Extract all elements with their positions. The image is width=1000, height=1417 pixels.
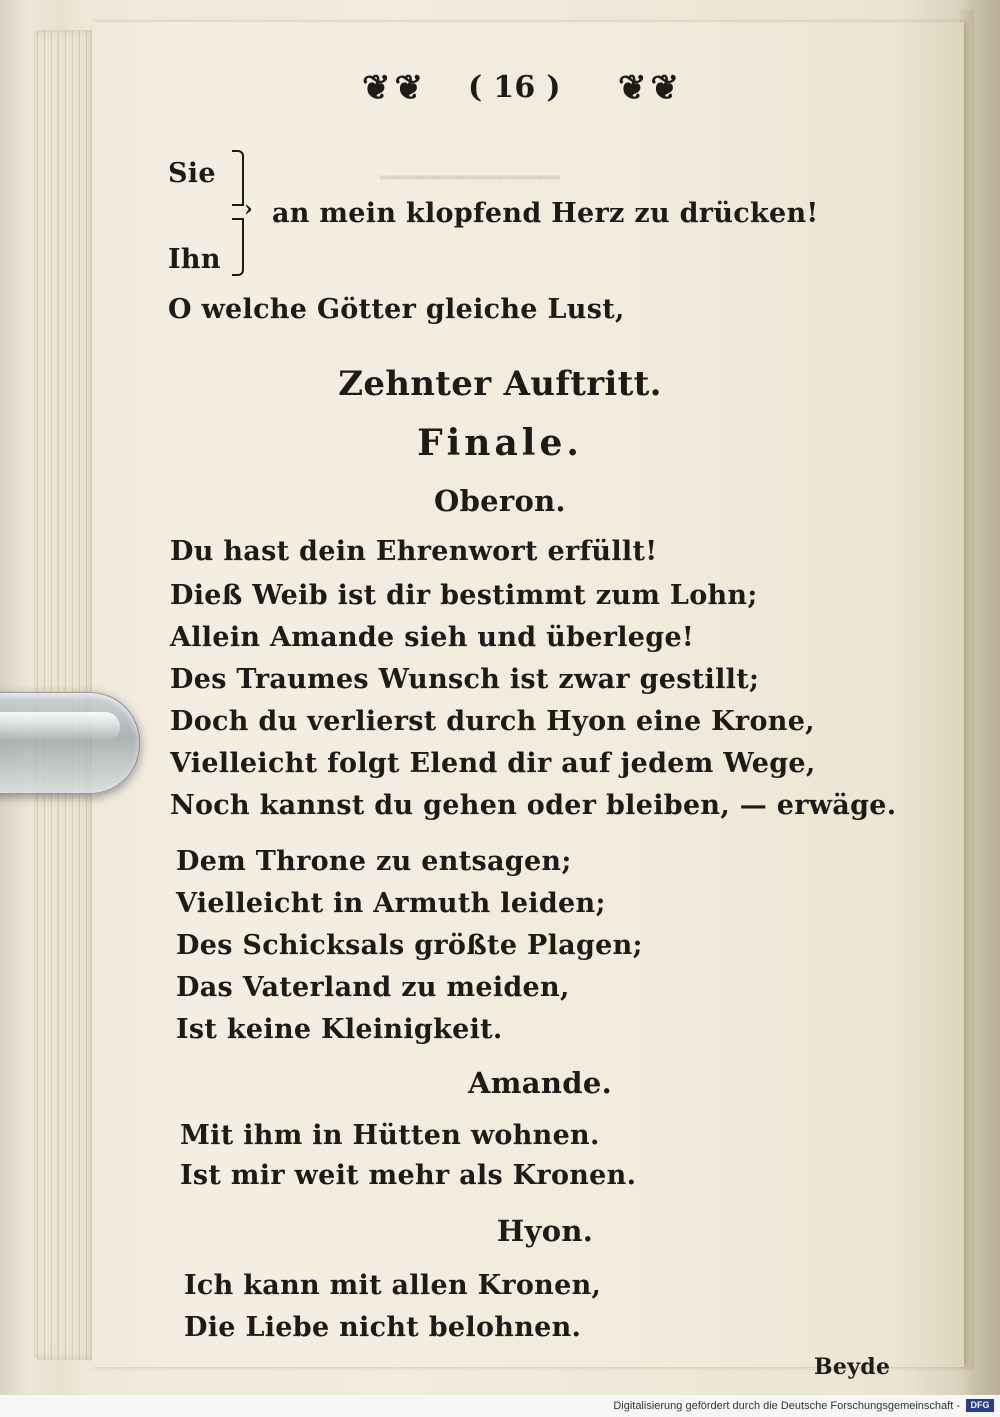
footer-credit: Digitalisierung gefördert durch die Deutsche Forschungsgemeinschaft - bbox=[613, 1400, 960, 1412]
verse-line: Dem Throne zu entsagen; bbox=[176, 846, 572, 877]
verse-line: Das Vaterland zu meiden, bbox=[176, 972, 570, 1003]
show-through-text: ▁▁▁▁▁▁▁▁▁ bbox=[380, 150, 560, 180]
glass-highlight bbox=[0, 712, 120, 742]
digitization-footer bbox=[0, 1395, 1000, 1417]
scene-title: Zehnter Auftritt. bbox=[338, 364, 662, 404]
section-title: Finale. bbox=[417, 422, 583, 464]
verse-line: Noch kannst du gehen oder bleiben, — erwäge. bbox=[170, 790, 897, 821]
speaker-ihn: Ihn bbox=[168, 244, 221, 275]
page-number: ( 16 ) bbox=[468, 70, 561, 105]
glass-page-weight bbox=[0, 692, 140, 794]
speaker-heading-oberon: Oberon. bbox=[434, 484, 566, 518]
left-ornament: ❦❦ bbox=[362, 68, 427, 108]
verse-line: Du hast dein Ehrenwort erfüllt! bbox=[170, 536, 658, 567]
verse-line: Vielleicht in Armuth leiden; bbox=[176, 888, 606, 919]
bracket-point: › bbox=[244, 196, 254, 222]
verse-line: Des Traumes Wunsch ist zwar gestillt; bbox=[170, 664, 760, 695]
speaker-heading-amande: Amande. bbox=[468, 1066, 612, 1100]
verse-line: Dieß Weib ist dir bestimmt zum Lohn; bbox=[170, 580, 758, 611]
speaker-heading-hyon: Hyon. bbox=[496, 1214, 594, 1248]
shared-line: an mein klopfend Herz zu drücken! bbox=[272, 198, 819, 229]
verse-line: Des Schicksals größte Plagen; bbox=[176, 930, 643, 961]
bracket-lower bbox=[232, 218, 244, 276]
verse-line: Ich kann mit allen Kronen, bbox=[184, 1270, 602, 1301]
right-ornament: ❦❦ bbox=[618, 68, 683, 108]
bracket-upper bbox=[232, 150, 244, 206]
verse-line: Doch du verlierst durch Hyon eine Krone, bbox=[170, 706, 815, 737]
verse-line: Die Liebe nicht belohnen. bbox=[184, 1312, 582, 1343]
verse-line: Ist keine Kleinigkeit. bbox=[176, 1014, 503, 1045]
verse-line: Ist mir weit mehr als Kronen. bbox=[180, 1160, 637, 1191]
speaker-sie: Sie bbox=[168, 158, 216, 189]
dfg-logo: DFG bbox=[966, 1399, 994, 1412]
verse-line: Mit ihm in Hütten wohnen. bbox=[180, 1120, 600, 1151]
catchword: Beyde bbox=[814, 1354, 891, 1380]
verse-line: Vielleicht folgt Elend dir auf jedem Wege, bbox=[170, 748, 816, 779]
verse-line: O welche Götter gleiche Lust, bbox=[168, 294, 625, 325]
verse-line: Allein Amande sieh und überlege! bbox=[170, 622, 695, 653]
